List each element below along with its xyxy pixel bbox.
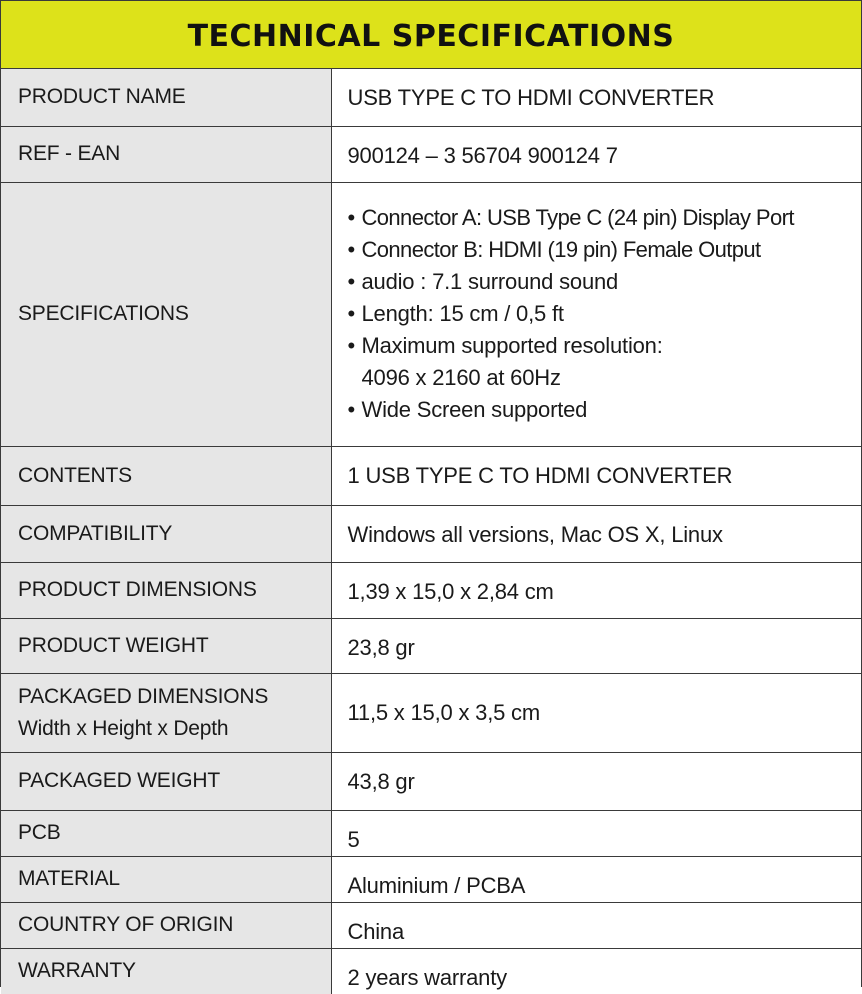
row-label: REF - EAN [1, 126, 331, 182]
row-value: China [331, 902, 861, 948]
row-value: Aluminium / PCBA [331, 856, 861, 902]
row-label: CONTENTS [1, 446, 331, 505]
row-value: USB TYPE C TO HDMI CONVERTER [331, 69, 861, 126]
row-value: 5 [331, 810, 861, 856]
row-value: 1 USB TYPE C TO HDMI CONVERTER [331, 446, 861, 505]
row-label-main: PACKAGED DIMENSIONS [18, 684, 269, 708]
row-label: PCB [1, 810, 331, 856]
table-row [1, 446, 861, 505]
list-item [348, 394, 862, 426]
row-label: MATERIAL [1, 856, 331, 902]
row-label: PACKAGED WEIGHT [1, 752, 331, 810]
list-item-text: • Connector B: HDMI (19 pin) Female Output [361, 237, 761, 262]
row-label: PRODUCT DIMENSIONS [1, 562, 331, 618]
table-row [1, 810, 861, 856]
row-value: 1,39 x 15,0 x 2,84 cm [331, 562, 861, 618]
list-item-text: • Maximum supported resolution: [361, 333, 663, 358]
list-item-continuation: 4096 x 2160 at 60Hz [361, 365, 561, 390]
spec-list-cell [331, 182, 861, 446]
spec-list [348, 188, 862, 440]
row-value: 23,8 gr [331, 618, 861, 673]
row-label: SPECIFICATIONS [1, 182, 331, 446]
title-bar [1, 1, 861, 69]
row-label: PRODUCT WEIGHT [1, 618, 331, 673]
list-item [348, 234, 862, 266]
row-value: 11,5 x 15,0 x 3,5 cm [331, 673, 861, 752]
row-label-sub: Width x Height x Depth [18, 716, 229, 740]
table-row [1, 752, 861, 810]
table-row [1, 505, 861, 562]
row-label: PRODUCT NAME [1, 69, 331, 126]
table-row [1, 673, 861, 752]
table-row [1, 856, 861, 902]
list-item-text: • Connector A: USB Type C (24 pin) Display Port [361, 205, 794, 230]
table-row [1, 562, 861, 618]
row-value: Windows all versions, Mac OS X, Linux [331, 505, 861, 562]
row-label: COUNTRY OF ORIGIN [1, 902, 331, 948]
row-label: WARRANTY [1, 948, 331, 994]
list-item [348, 298, 862, 330]
list-item [348, 330, 862, 394]
table-row [1, 618, 861, 673]
list-item-text: • audio : 7.1 surround sound [361, 269, 619, 294]
list-item [348, 202, 862, 234]
spec-table [1, 69, 861, 994]
row-label [1, 673, 331, 752]
table-row [1, 182, 861, 446]
table-row [1, 902, 861, 948]
row-value: 43,8 gr [331, 752, 861, 810]
row-value: 900124 – 3 56704 900124 7 [331, 126, 861, 182]
row-value: 2 years warranty [331, 948, 861, 994]
list-item-text: • Wide Screen supported [361, 397, 588, 422]
row-label: COMPATIBILITY [1, 505, 331, 562]
page-title: TECHNICAL SPECIFICATIONS [187, 19, 675, 54]
table-row [1, 126, 861, 182]
table-row [1, 69, 861, 126]
list-item [348, 266, 862, 298]
list-item-text: • Length: 15 cm / 0,5 ft [361, 301, 564, 326]
